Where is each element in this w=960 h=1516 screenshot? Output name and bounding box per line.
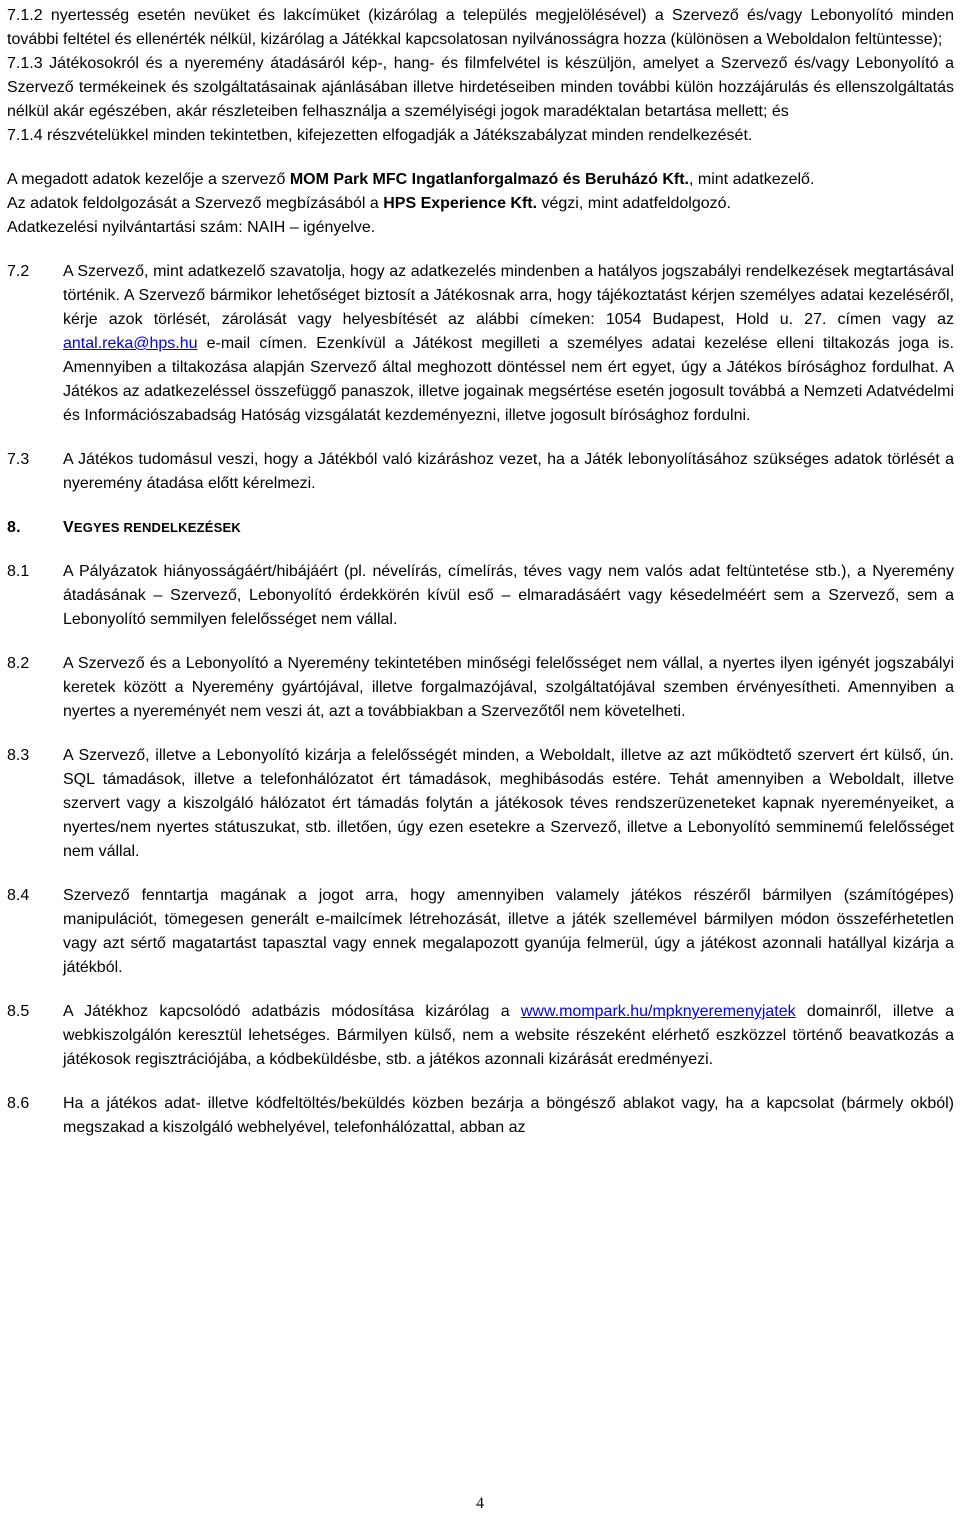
section-text: A Szervező és a Lebonyolító a Nyeremény tekintetében minőségi felelősséget nem vállal, a nyertes ilyen igényét jogszabályi keretek között a Nyeremény gyártójával, illetve forgalmazójával, szolgáltatójával szemben érvényesítheti. Amennyiben a nyertes a nyereményét nem veszi át, azt a továbbiakban a Szervezőtől nem követelheti. [63, 655, 954, 720]
paragraph-7-1-3: 7.1.3 Játékosokról és a nyeremény átadásáról kép-, hang- és filmfelvétel is készüljön, amelyet a Szervező és/vagy Lebonyolító a Szervező termékeinek és szolgáltatásainak ajánlásában illetve hirdetéseiben minden további külön hozzájárulás és ellenszolgáltatás nélkül akár egészében, akár részleteiben felhasználja a személyiségi jogok maradéktalan betartása mellett; és [7, 55, 954, 120]
section-number: 8.3 [7, 747, 30, 764]
section-number: 7.2 [7, 263, 30, 280]
data-processor-statement [7, 192, 954, 216]
section-number: 8.5 [7, 1003, 30, 1020]
processor-name: HPS Experience Kft. [383, 195, 538, 212]
section-text: A Játékos tudomásul veszi, hogy a Játékból való kizáráshoz vezet, ha a Játék lebonyolításához szükséges adatok törlését a nyeremény átadása előtt kérelmezi. [63, 451, 954, 492]
section-8-2 [7, 652, 954, 724]
contact-email-link[interactable]: antal.reka@hps.hu [63, 335, 198, 352]
section-7-2 [7, 260, 954, 428]
data-controller-statement [7, 168, 954, 192]
paragraph-7-1-2: 7.1.2 nyertesség esetén nevüket és lakcímüket (kizárólag a település megjelölésével) a Szervező és/vagy Lebonyolító minden további feltétel és ellenérték nélkül, kizárólag a Játékkal kapcsolatosan nyilvánosságra hozza (különösen a Weboldalon feltüntesse); [7, 7, 954, 48]
controller-suffix: , mint adatkezelő. [689, 171, 815, 188]
section-8-4 [7, 884, 954, 980]
section-text: A Játékhoz kapcsolódó adatbázis módosítása kizárólag a www.mompark.hu/mpknyeremenyjatek domainről, illetve a webkiszolgálón keresztül lehetséges. Bármilyen külső, nem a website részeként elérhető eszközzel történő beavatkozás a játékosok regisztrációjába, a kódbeküldésbe, stb. a játékos azonnali kizárását eredményezi. [63, 1003, 954, 1068]
heading-number: 8. [7, 519, 21, 536]
section-text: Ha a játékos adat- illetve kódfeltöltés/beküldés közben bezárja a böngésző ablakot vagy, ha a kapcsolat (bármely okból) megszakad a kiszolgáló webhelyével, telefonhálózattal, abban az [63, 1095, 954, 1136]
processor-prefix: Az adatok feldolgozását a Szervező megbízásából a [7, 195, 384, 212]
section-heading-8 [7, 516, 954, 540]
section-text: A Pályázatok hiányosságáért/hibájáért (pl. névelírás, címelírás, téves vagy nem valós adat feltüntetése stb.), a Nyeremény átadásának – Szervező, Lebonyolító érdekkörén kívül eső – elmaradásáért vagy késedelméért sem a Szervező, sem a Lebonyolító semmilyen felelősséget nem vállal. [63, 563, 954, 628]
section-8-3 [7, 744, 954, 864]
paragraph-7-1-4: 7.1.4 részvételükkel minden tekintetben, kifejezetten elfogadják a Játékszabályzat minden rendelkezését. [7, 127, 753, 144]
section-number: 8.1 [7, 563, 30, 580]
section-8-6 [7, 1092, 954, 1140]
section-text: A Szervező, mint adatkezelő szavatolja, hogy az adatkezelés mindenben a hatályos jogszabályi rendelkezések megtartásával történik. A Szervező bármikor lehetőséget biztosít a Játékosnak arra, hogy tájékoztatást kérjen személyes adatai kezeléséről, kérje azok törlését, zárolását vagy helyesbítését az alábbi címeken: 1054 Budapest, Hold u. 27. címen vagy az antal.reka@hps.hu e-mail címen. Ezenkívül a Játékost megilleti a személyes adatai kezelése elleni tiltakozás joga is. Amennyiben a tiltakozása alapján Szervező által meghozott döntéssel nem ért egyet, úgy a Játékos bírósághoz fordulhat. A Játékos az adatkezeléssel összefüggő panaszok, illetve jogainak megsértése esetén jogosult továbbá a Nemzeti Adatvédelmi és Információszabadság Hatóság vizsgálatát kezdeményezni, illetve jogosult bírósághoz fordulni. [63, 263, 954, 424]
section-8-1 [7, 560, 954, 632]
section-text: A Szervező, illetve a Lebonyolító kizárja a felelősségét minden, a Weboldalt, illetve az azt működtető szervert ért külső, ún. SQL támadások, illetve a telefonhálózatot ért támadások, meghibásodás estére. Tehát amennyiben a Weboldalt, illetve szervert vagy a kiszolgáló hálózatot ért támadás folytán a játékosok téves rendszerüzeneteket kapnak nyereményeiket, a nyertes/nem nyertes státuszukat, stb. illetően, úgy ezen esetekre a Szervező, illetve a Lebonyolító semminemű felelősséget nem vállal. [63, 747, 954, 860]
processor-suffix: végzi, mint adatfeldolgozó. [537, 195, 731, 212]
section-8-5 [7, 1000, 954, 1072]
game-website-link[interactable]: www.mompark.hu/mpknyeremenyjatek [520, 1003, 796, 1020]
registry-number: Adatkezelési nyilvántartási szám: NAIH – igényelve. [7, 219, 376, 236]
page-number: 4 [476, 1495, 484, 1512]
section-7-3 [7, 448, 954, 496]
section-number: 7.3 [7, 451, 30, 468]
controller-name: MOM Park MFC Ingatlanforgalmazó és Beruházó Kft. [289, 171, 689, 188]
section-number: 8.2 [7, 655, 30, 672]
heading-title: VEGYES RENDELKEZÉSEK [63, 519, 241, 536]
controller-prefix: A megadott adatok kezelője a szervező [7, 171, 290, 188]
section-text: Szervező fenntartja magának a jogot arra, hogy amennyiben valamely játékos részéről bármilyen (számítógépes) manipulációt, tömegesen generált e-mailcímek létrehozását, illetve a játék szellemével bármilyen módon összeférhetetlen vagy azt sértő magatartást tapasztal vagy ennek megalapozott gyanúja felmerül, úgy a játékost azonnali hatállyal kizárja a játékból. [63, 887, 954, 976]
section-number: 8.6 [7, 1095, 30, 1112]
section-number: 8.4 [7, 887, 30, 904]
